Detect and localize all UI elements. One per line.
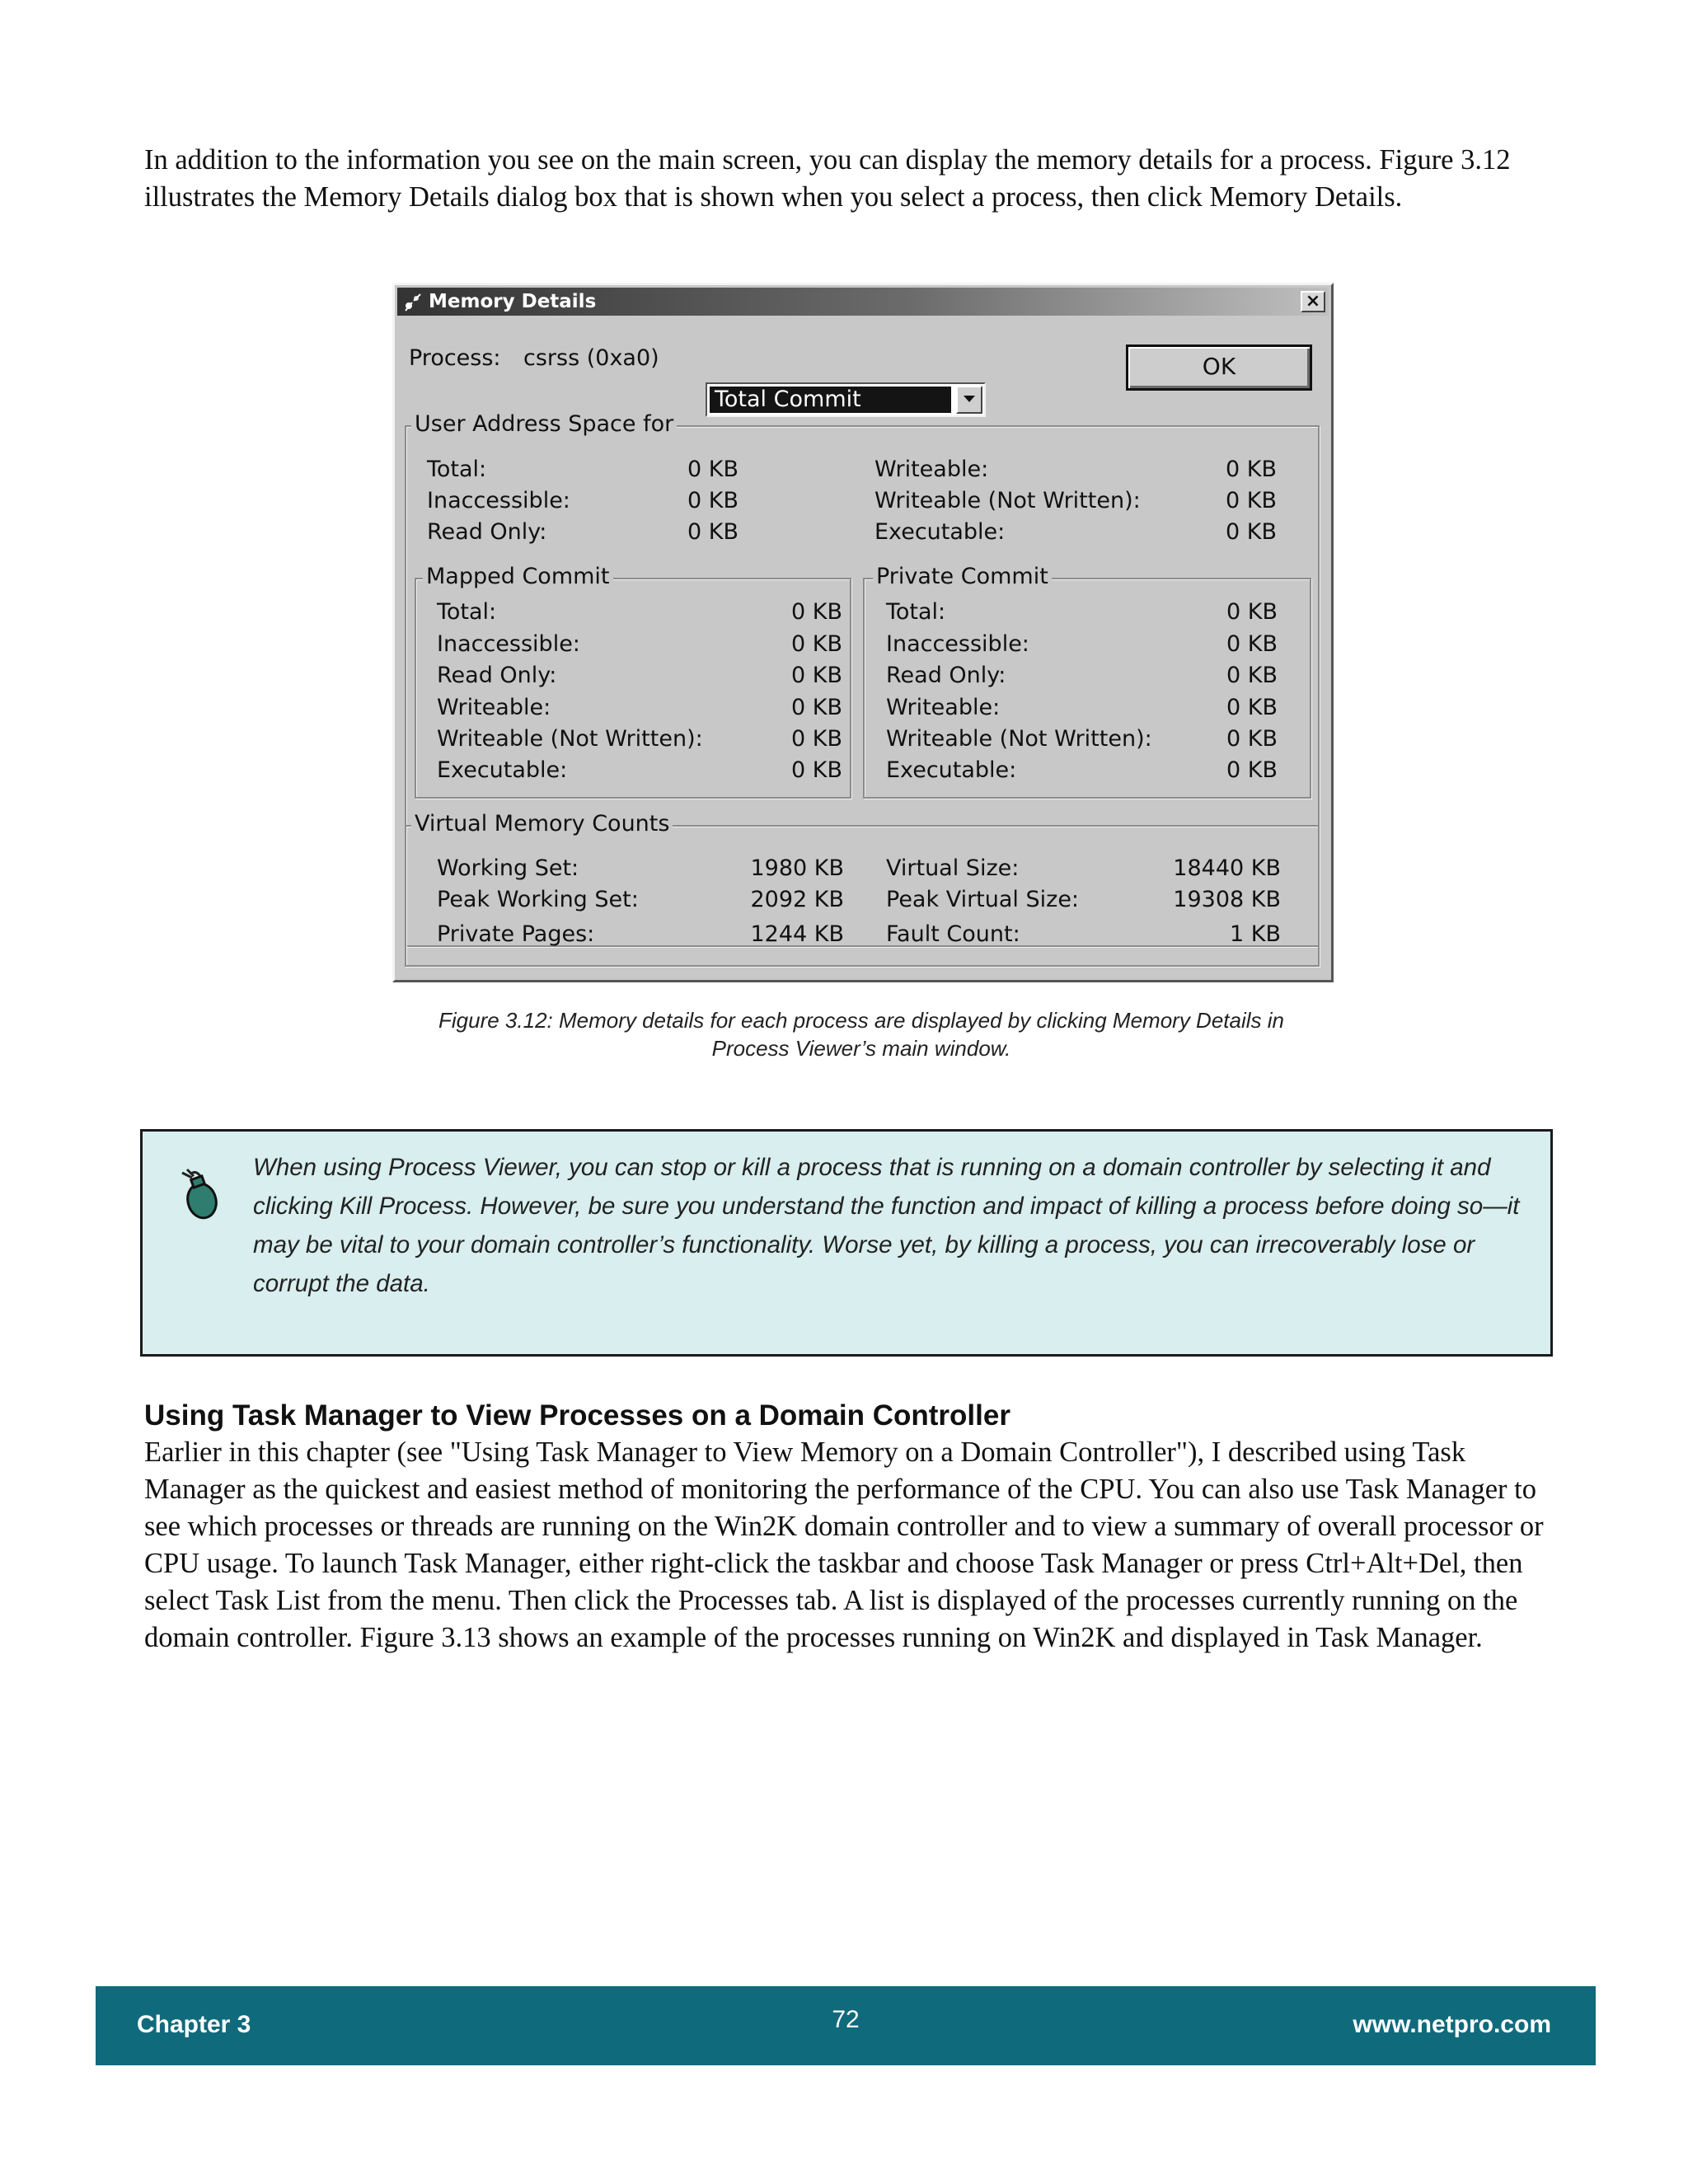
private-commit-row-label: Executable:	[886, 757, 1017, 783]
address-space-select-value: Total Commit	[710, 387, 951, 413]
mapped-commit-row-label: Writeable (Not Written):	[437, 726, 703, 752]
virtual-memory-label: Virtual Memory Counts	[411, 811, 673, 837]
process-viewer-icon	[402, 291, 424, 312]
mapped-commit-label: Mapped Commit	[423, 564, 613, 590]
mapped-commit-row-label: Read Only:	[437, 663, 557, 688]
virtual-memory-row-label: Peak Virtual Size:	[886, 887, 1080, 912]
private-commit-row-label: Writeable (Not Written):	[886, 726, 1152, 752]
user-space-label: Total:	[427, 457, 487, 482]
mapped-commit-row-value: 0 KB	[791, 726, 842, 752]
virtual-memory-row-value: 1244 KB	[750, 921, 844, 947]
mapped-commit-row-label: Inaccessible:	[437, 631, 580, 657]
private-commit-row-label: Inaccessible:	[886, 631, 1029, 657]
chevron-down-icon[interactable]	[956, 386, 982, 414]
process-label: Process:	[409, 345, 501, 371]
footer-page-number: 72	[832, 2006, 860, 2033]
grenade-icon	[174, 1166, 223, 1221]
private-commit-label: Private Commit	[873, 564, 1052, 590]
note-callout	[140, 1129, 1553, 1357]
section-heading: Using Task Manager to View Processes on a Domain Controller	[144, 1399, 1010, 1432]
private-commit-row-label: Read Only:	[886, 663, 1006, 688]
private-commit-row-value: 0 KB	[1226, 695, 1278, 720]
virtual-memory-row-value: 2092 KB	[750, 887, 844, 912]
mapped-commit-row-label: Executable:	[437, 757, 568, 783]
mapped-commit-row-value: 0 KB	[791, 695, 842, 720]
mapped-commit-row-value: 0 KB	[791, 663, 842, 688]
mapped-commit-row-label: Total:	[437, 599, 497, 625]
user-space-value: 0 KB	[1226, 457, 1277, 482]
footer-chapter: Chapter 3	[137, 2011, 251, 2038]
virtual-memory-row-label: Virtual Size:	[886, 855, 1020, 881]
mapped-commit-row-value: 0 KB	[791, 757, 842, 783]
page-footer	[96, 1986, 1596, 2065]
section-paragraph: Earlier in this chapter (see "Using Task Manager to View Memory on a Domain Controller"), I described using Task Manager as the quickest and easiest method of monitoring the performance of the CPU. You can also use Task Manager to see which processes or threads are running on the Win2K domain controller and to view a summary of overall processor or CPU usage. To launch Task Manager, either right-click the taskbar and choose Task Manager or press Ctrl+Alt+Del, then select Task List from the menu. Then click the Processes tab. A list is displayed of the processes currently running on the domain controller. Figure 3.13 shows an example of the processes running on Win2K and displayed in Task Manager.	[144, 1436, 1544, 1653]
process-value: csrss (0xa0)	[523, 345, 659, 371]
user-space-value: 0 KB	[687, 457, 738, 482]
user-space-label: Writeable:	[874, 457, 989, 482]
user-space-value: 0 KB	[687, 519, 738, 545]
user-space-label: Executable:	[874, 519, 1006, 545]
virtual-memory-row-value: 18440 KB	[1173, 855, 1281, 881]
user-space-value: 0 KB	[687, 488, 738, 513]
private-commit-row-label: Writeable:	[886, 695, 1001, 720]
ok-button[interactable]: OK	[1126, 344, 1312, 391]
virtual-memory-row-label: Fault Count:	[886, 921, 1020, 947]
dialog-titlebar	[397, 288, 1329, 316]
figure-caption	[330, 1006, 1393, 1062]
memory-details-dialog	[392, 283, 1334, 982]
private-commit-row-value: 0 KB	[1226, 757, 1278, 783]
figure-caption-line2: Process Viewer’s main window.	[711, 1036, 1011, 1061]
mapped-commit-row-value: 0 KB	[791, 631, 842, 657]
user-space-label: Inaccessible:	[427, 488, 570, 513]
virtual-memory-row-value: 19308 KB	[1173, 887, 1281, 912]
user-space-value: 0 KB	[1226, 519, 1277, 545]
virtual-memory-row-label: Peak Working Set:	[437, 887, 639, 912]
virtual-memory-row-value: 1 KB	[1230, 921, 1281, 947]
mapped-commit-row-value: 0 KB	[791, 599, 842, 625]
address-space-select[interactable]	[706, 382, 986, 417]
virtual-memory-row-value: 1980 KB	[750, 855, 844, 881]
footer-url-link[interactable]: www.netpro.com	[1353, 2011, 1551, 2038]
user-address-space-label: User Address Space for	[411, 411, 677, 438]
user-space-label: Writeable (Not Written):	[874, 488, 1141, 513]
private-commit-row-label: Total:	[886, 599, 946, 625]
virtual-memory-row-label: Private Pages:	[437, 921, 595, 947]
figure-caption-line1: Figure 3.12: Memory details for each process are displayed by clicking Memory Details in	[438, 1008, 1284, 1033]
private-commit-row-value: 0 KB	[1226, 631, 1278, 657]
user-space-label: Read Only:	[427, 519, 547, 545]
private-commit-row-value: 0 KB	[1226, 726, 1278, 752]
private-commit-row-value: 0 KB	[1226, 599, 1278, 625]
private-commit-row-value: 0 KB	[1226, 663, 1278, 688]
mapped-commit-row-label: Writeable:	[437, 695, 551, 720]
dialog-title: Memory Details	[429, 291, 597, 312]
note-text: When using Process Viewer, you can stop or kill a process that is running on a domain controller by selecting it and clicking Kill Process. However, be sure you understand the function and impact of killing a process before doing so—it may be vital to your domain controller’s functionality. Worse yet, by killing a process, you can irrecoverably lose or corrupt the data.	[253, 1154, 1520, 1297]
close-button[interactable]: ×	[1301, 291, 1325, 312]
user-space-value: 0 KB	[1226, 488, 1277, 513]
virtual-memory-row-label: Working Set:	[437, 855, 579, 881]
intro-paragraph: In addition to the information you see on the main screen, you can display the memory details for a process. Figure 3.12 illustrates the Memory Details dialog box that is shown when you select a process, then click Memory Details.	[144, 144, 1511, 213]
